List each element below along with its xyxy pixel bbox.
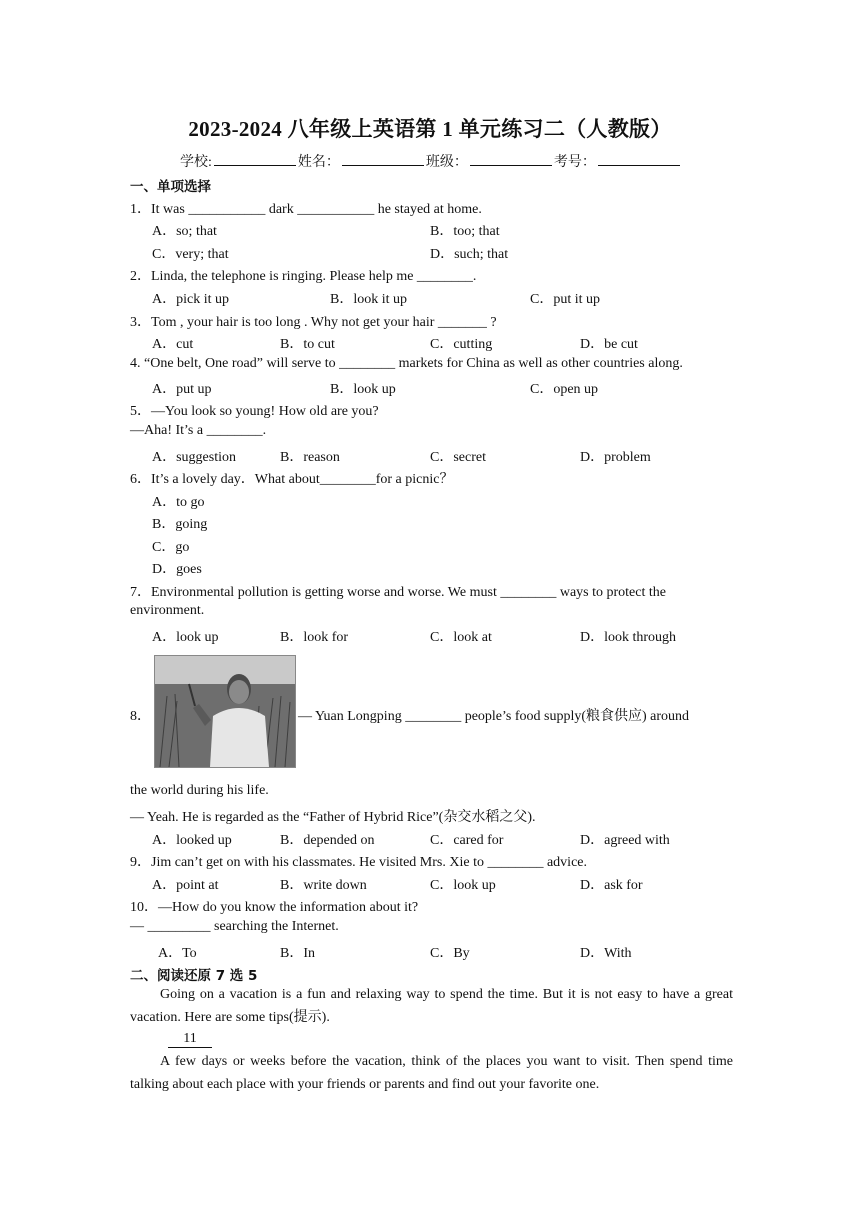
question-4-option-b: B．look up [330, 382, 396, 397]
question-8-stem: — Yuan Longping ________ people’s food supply(粮食供应) around [298, 709, 690, 724]
reading-blank-11: 11 [168, 1031, 212, 1048]
question-5-option-c: C．secret [430, 450, 486, 465]
number-blank [598, 153, 680, 166]
question-10-stem: 10．—How do you know the information about it? [130, 900, 419, 915]
question-5-option-b: B．reason [280, 450, 340, 465]
question-10-option-b: B．In [280, 946, 315, 961]
question-6-stem: 6．It’s a lovely day．What about________for a picnic？ [130, 472, 454, 487]
question-8-option-d: D．agreed with [580, 833, 670, 848]
question-7-option-c: C．look at [430, 630, 492, 645]
question-1-option-a: A．so; that [152, 224, 217, 239]
question-2-stem: 2．Linda, the telephone is ringing. Please help me ________. [130, 269, 477, 284]
yuan-longping-photo [154, 655, 296, 768]
question-9-stem: 9．Jim can’t get on with his classmates. He visited Mrs. Xie to ________ advice. [130, 855, 588, 870]
question-9-option-d: D．ask for [580, 878, 643, 893]
class-blank [470, 153, 552, 166]
question-9-option-a: A．point at [152, 878, 219, 893]
question-2-option-b: B．look it up [330, 292, 408, 307]
name-label: 姓名： [297, 155, 340, 170]
question-9-option-b: B．write down [280, 878, 367, 893]
question-7-option-b: B．look for [280, 630, 349, 645]
question-8-stem-cont: the world during his life. [130, 783, 269, 798]
section-heading-1: 一、单项选择 [130, 179, 211, 195]
question-6-option-b: B．going [152, 517, 208, 532]
question-10-option-c: C．By [430, 946, 470, 961]
question-3-stem: 3．Tom , your hair is too long . Why not get your hair _______ ? [130, 315, 497, 330]
question-5-option-a: A．suggestion [152, 450, 236, 465]
question-4-option-c: C．open up [530, 382, 599, 397]
question-6-option-c: C．go [152, 540, 190, 555]
reading-paragraph-2: A few days or weeks before the vacation, think of the places you want to visit. Then spend time talking about each place with your friends or parents and find out your favorite one. [130, 1054, 733, 1092]
page-title: 2023-2024 八年级上英语第 1 单元练习二（人教版） [188, 117, 672, 141]
question-7-option-d: D．look through [580, 630, 677, 645]
school-blank [214, 153, 296, 166]
question-3-option-b: B．to cut [280, 337, 335, 352]
reading-paragraph-1: Going on a vacation is a fun and relaxing way to spend the time. But it is not easy to have a great vacation. Here are some tips(提示). [130, 987, 733, 1025]
question-10-stem-reply: — _________ searching the Internet. [130, 919, 339, 934]
question-5-stem-reply: —Aha! It’s a ________. [130, 423, 267, 438]
question-8-option-c: C．cared for [430, 833, 504, 848]
question-4-stem: 4. “One belt, One road” will serve to ________ markets for China as well as other countries along. [130, 356, 683, 371]
question-10-option-a: A．To [158, 946, 197, 961]
question-7-stem: 7．Environmental pollution is getting worse and worse. We must ________ ways to protect the [130, 585, 666, 600]
question-10-option-d: D．With [580, 946, 632, 961]
section-heading-2: 二、阅读还原 7 选 5 [130, 968, 258, 984]
question-8-option-b: B．depended on [280, 833, 375, 848]
question-2-option-c: C．put it up [530, 292, 601, 307]
question-2-option-a: A．pick it up [152, 292, 229, 307]
question-1-option-b: B．too; that [430, 224, 500, 239]
question-7-option-a: A．look up [152, 630, 219, 645]
question-6-option-a: A．to go [152, 495, 205, 510]
question-6-option-d: D．goes [152, 562, 202, 577]
question-3-option-c: C．cutting [430, 337, 493, 352]
student-info-line [180, 151, 682, 171]
question-5-option-d: D．problem [580, 450, 651, 465]
question-5-stem: 5．—You look so young! How old are you? [130, 404, 379, 419]
question-1-stem: 1．It was ___________ dark ___________ he stayed at home. [130, 202, 482, 217]
question-8-stem-reply: — Yeah. He is regarded as the “Father of Hybrid Rice”(杂交水稻之父). [130, 810, 536, 825]
class-label: 班级： [425, 155, 468, 170]
question-3-option-a: A．cut [152, 337, 194, 352]
question-7-stem-cont: environment. [130, 603, 205, 618]
name-blank [342, 153, 424, 166]
question-1-option-c: C．very; that [152, 247, 229, 262]
question-8-number: 8． [130, 709, 151, 724]
question-9-option-c: C．look up [430, 878, 496, 893]
question-1-option-d: D．such; that [430, 247, 509, 262]
question-4-option-a: A．put up [152, 382, 212, 397]
photo-illustration [155, 656, 295, 767]
school-label: 学校: [180, 155, 212, 170]
question-8-option-a: A．looked up [152, 833, 232, 848]
question-3-option-d: D．be cut [580, 337, 638, 352]
number-label: 考号： [553, 155, 596, 170]
